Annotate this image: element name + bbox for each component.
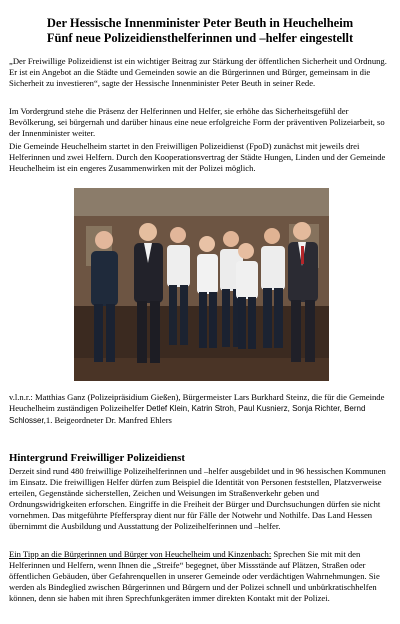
caption-sans-text: Detlef Klein, Katrin Stroh, Paul Kusnierz, Sonja Richter, Bernd Schlosser, <box>9 403 366 425</box>
intro-paragraph: „Der Freiwillige Polizeidienst ist ein wichtiger Beitrag zur Stärkung der öffentlichen Sicherheit und Ordnung. Er ist ein Angebot an die Städte und Gemeinden sowie an die Bürgerinnen und Bürger, gemeinsam in die Sicherheit zu investieren“, sagte der Hessische Innenminister Peter Beuth in seiner Rede. <box>9 56 387 88</box>
third-paragraph: Die Gemeinde Heuchelheim startet in den Freiwilligen Polizeidienst (FpoD) zunächst mit jeweils drei Helferinnen und zwei Helfern. Durch den Kooperationsvertrag der Städte Hungen, Linden und der Gemeinde Heuchelheim ist ein engeres Zusammenwirken mit der Polizei möglich. <box>9 141 386 173</box>
caption-tail-text: 1. Beigeordneter Dr. Manfred Ehlers <box>45 414 172 425</box>
group-photo <box>74 188 329 381</box>
article-subtitle: Fünf neue Polizeidiensthelferinnen und –helfer eingestellt <box>46 31 354 45</box>
tip-text: Sprechen Sie mit mit den Helferinnen und Helfern, wenn Ihnen die „Streife“ begegnet, über Missstände auf Plätzen, Straßen oder öffentlichen Gebäuden, über Gefahrenquellen in unserer Gemeinde oder verdächtigen Wahrnehmungen. Sie werden als Bindeglied zwischen Bürgerinnen und Bürgern und der Polizei schnell und unbürkratischhelfen können, denn sie haben mit ihren Sprechfunkgeräten immer direkten Kontakt mit der Polizei. <box>9 549 380 603</box>
tip-paragraph <box>9 549 392 604</box>
caption-serif-text: v.l.n.r.: Matthias Ganz (Polizeipräsidium Gießen), Bürgermeister Lars Burkhard Steinz, die für die Gemeinde Heuchelheim zuständigen Polizeihelfer <box>9 392 385 413</box>
tip-lead: Ein Tipp an die Bürgerinnen und Bürger von Heuchelheim und Kinzenbach: <box>9 549 272 559</box>
photo-caption <box>9 392 392 427</box>
article-title: Der Hessische Innenminister Peter Beuth in Heuchelheim <box>46 16 354 30</box>
section-heading: Hintergrund Freiwilliger Polizeidienst <box>9 452 185 464</box>
background-paragraph: Derzeit sind rund 480 freiwillige Polizeihelferinnen und –helfer ausgebildet und in 96 hessischen Kommunen im Einsatz. Die freiwilligen Helfer dürfen zum Beispiel die Identität von Personen feststellen, Platzverweise erteilen, Gegenstände sicherstellen, Zeichen und Weisungen im Straßenverkehr geben und Ordnungswidrigkeiten erforschen. Eingriffe in die Freiheit der Bürger und Durchsuchungen dürfen sie nicht vornehmen. Das mitgeführte Pfefferspray dient nur für Fälle der Notwehr und Nothilfe. Das Land Hessen übernimmt die Ausbildung und Ausstattung der Polizeihelferinnen und –helfer. <box>9 466 386 531</box>
second-paragraph: Im Vordergrund stehe die Präsenz der Helferinnen und Helfer, sie erhöhe das Sicherheitsgefühl der Bevölkerung, sei bürgernah und darüber hinaus eine neue erfolgreiche Form der präventiven Polizeiarbeit, so der Innenminister weiter. <box>9 106 385 138</box>
